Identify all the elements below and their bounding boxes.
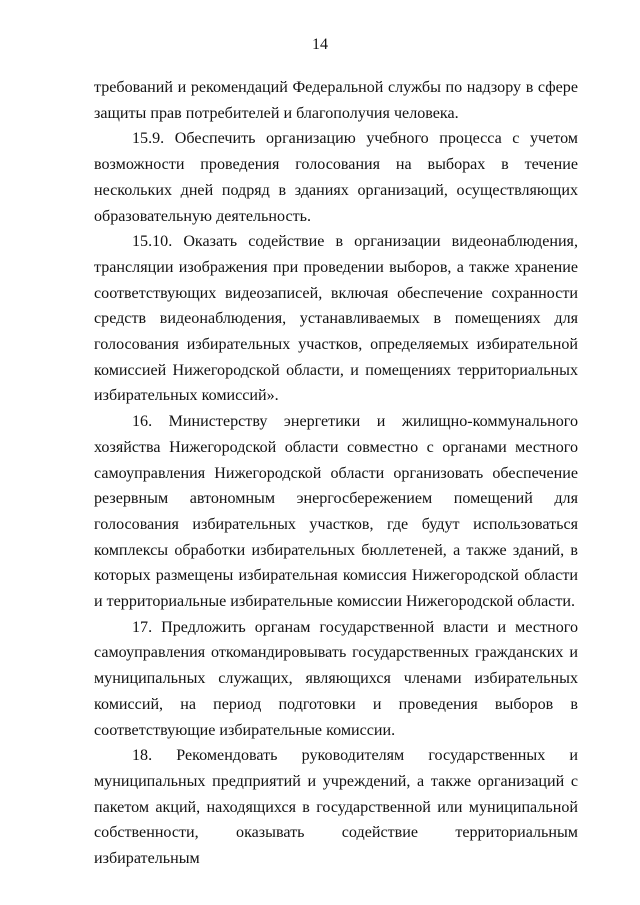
document-body	[94, 75, 578, 872]
paragraph-15-10: 15.10. Оказать содействие в организации видеонаблюдения, трансляции изображения при проведении выборов, а также хранение соответствующих видеозаписей, включая обеспечение сохранности средств видеонаблюдения, устанавливаемых в помещениях для голосования избирательных участков, определяемых избирательной комиссией Нижегородской области, и помещениях территориальных избирательных комиссий».	[94, 233, 578, 405]
paragraph-18: 18. Рекомендовать руководителям государственных и муниципальных предприятий и учреждений, а также организаций с пакетом акций, находящихся в государственной или муниципальной собственности, оказывать содействие территориальным избирательным	[94, 747, 578, 868]
paragraph-16: 16. Министерству энергетики и жилищно-коммунального хозяйства Нижегородской области совместно с органами местного самоуправления Нижегородской области организовать обеспечение резервным автономным энергосбережением помещений для голосования избирательных участков, где будут использоваться комплексы обработки избирательных бюллетеней, а также зданий, в которых размещены избирательная комиссия Нижегородской области и территориальные избирательные комиссии Нижегородской области.	[94, 413, 578, 611]
paragraph-continuation: требований и рекомендаций Федеральной службы по надзору в сфере защиты прав потребителей и благополучия человека.	[94, 79, 578, 122]
page-number: 14	[312, 36, 328, 53]
paragraph-17: 17. Предложить органам государственной власти и местного самоуправления откомандировывать государственных гражданских и муниципальных служащих, являющихся членами избирательных комиссий, на период подготовки и проведения выборов в соответствующие избирательные комиссии.	[94, 618, 578, 739]
paragraph-15-9: 15.9. Обеспечить организацию учебного процесса с учетом возможности проведения голосования на выборах в течение нескольких дней подряд в зданиях организаций, осуществляющих образовательную деятельность.	[94, 130, 578, 225]
